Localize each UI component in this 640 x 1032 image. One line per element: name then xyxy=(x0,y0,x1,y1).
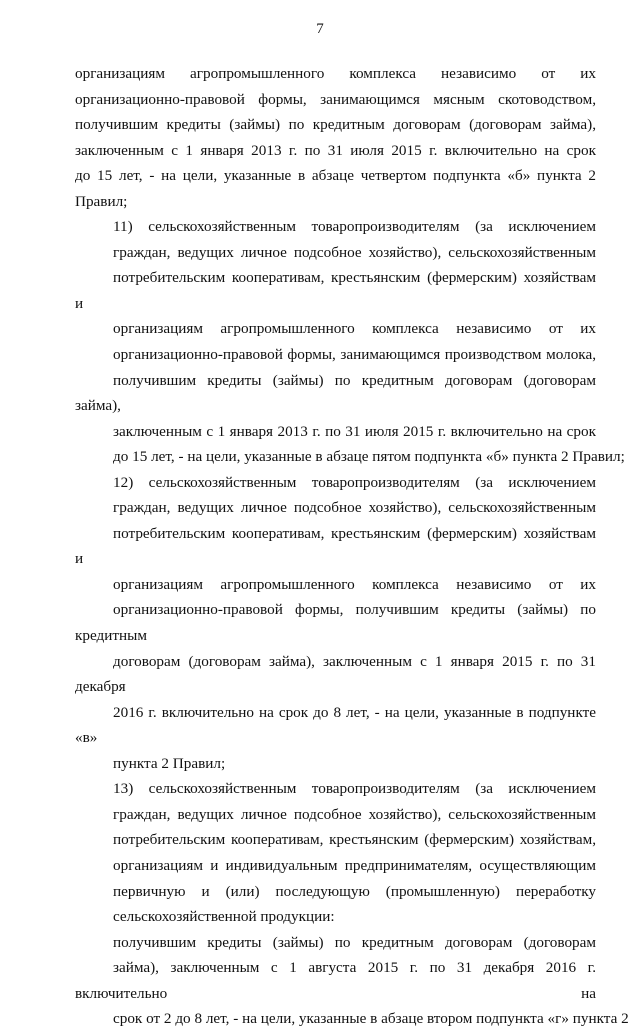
text-line: до 15 лет, - на цели, указанные в абзаце четвертом подпункта «б» пункта 2 xyxy=(75,167,596,185)
text-line: получившим кредиты (займы) по кредитным договорам (договорам займа), xyxy=(75,116,596,134)
text-line: 11) сельскохозяйственным товаропроизводителям (за исключением xyxy=(113,218,596,236)
text-line: потребительским кооперативам, крестьянским (фермерским) хозяйствам и xyxy=(75,269,596,312)
page-number: 7 xyxy=(316,21,324,37)
paragraph-item-11 xyxy=(75,214,625,469)
text-line: 12) сельскохозяйственным товаропроизводителям (за исключением xyxy=(113,473,596,491)
text-line: получившим кредиты (займы) по кредитным договорам (договорам займа), xyxy=(75,371,596,415)
text-line: граждан, ведущих личное подсобное хозяйство), сельскохозяйственным xyxy=(113,243,596,261)
text-line: организационно-правовой формы, занимающимся производством молока, xyxy=(113,346,596,364)
paragraph-item-13-subclause xyxy=(75,930,629,1032)
text-line: пункта 2 Правил; xyxy=(113,754,226,772)
text-line: организационно-правовой формы, занимающимся мясным скотоводством, xyxy=(75,90,596,108)
text-line: первичную и (или) последующую (промышленную) переработку xyxy=(113,882,596,900)
text-line: потребительским кооперативам, крестьянским (фермерским) хозяйствам и xyxy=(75,524,596,568)
text-line: организациям агропромышленного комплекса независимо от их xyxy=(75,65,596,82)
text-line: 2016 г. включительно на срок до 8 лет, - на цели, указанные в подпункте «в» xyxy=(75,703,596,747)
paragraph-continuation xyxy=(75,61,596,214)
text-line: организациям агропромышленного комплекса независимо от их xyxy=(113,320,596,338)
text-line: организациям агропромышленного комплекса независимо от их xyxy=(113,575,596,593)
paragraph-item-12 xyxy=(75,470,596,777)
text-line: до 15 лет, - на цели, указанные в абзаце пятом подпункта «б» пункта 2 Правил; xyxy=(113,448,625,466)
text-line: получившим кредиты (займы) по кредитным договорам (договорам xyxy=(113,933,596,951)
text-line: заключенным с 1 января 2013 г. по 31 июля 2015 г. включительно на срок xyxy=(75,141,596,159)
text-line: Правил; xyxy=(75,192,128,210)
text-line: договорам (договорам займа), заключенным с 1 января 2015 г. по 31 декабря xyxy=(75,652,596,696)
text-line: срок от 2 до 8 лет, - на цели, указанные в абзаце втором подпункта «г» пункта 2 xyxy=(113,1010,629,1028)
text-line: сельскохозяйственной продукции: xyxy=(113,908,335,926)
text-line: организационно-правовой формы, получившим кредиты (займы) по кредитным xyxy=(75,601,596,645)
text-line: займа), заключенным с 1 августа 2015 г. по 31 декабря 2016 г. включительно на xyxy=(75,959,596,1002)
document-body xyxy=(75,61,629,1032)
paragraph-item-13 xyxy=(75,776,596,929)
text-line: организациям и индивидуальным предпринимателям, осуществляющим xyxy=(113,856,596,874)
text-line: заключенным с 1 января 2013 г. по 31 июля 2015 г. включительно на срок xyxy=(113,422,596,440)
text-line: 13) сельскохозяйственным товаропроизводителям (за исключением xyxy=(113,780,596,798)
text-line: граждан, ведущих личное подсобное хозяйство), сельскохозяйственным xyxy=(113,499,596,517)
text-line: граждан, ведущих личное подсобное хозяйство), сельскохозяйственным xyxy=(113,805,596,823)
text-line: потребительским кооперативам, крестьянским (фермерским) хозяйствам, xyxy=(113,831,596,849)
